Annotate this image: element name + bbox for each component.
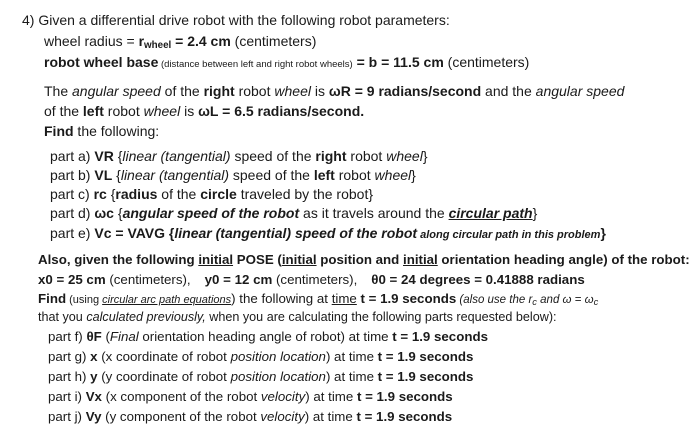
problem-title: 4) Given a differential drive robot with the following robot parameters: [22, 12, 450, 28]
part-b: part b) VL {linear (tangential) speed of the left robot wheel} [50, 167, 416, 183]
pose-values: x0 = 25 cm (centimeters), y0 = 12 cm (centimeters), θ0 = 24 degrees = 0.41888 radians [38, 272, 585, 287]
part-f: part f) θF (Final orientation heading angle of robot) at time t = 1.9 seconds [48, 329, 488, 344]
wheel-radius-line: wheel radius = $r_{wheel} = 2.4$ cm (centimeters) [44, 33, 317, 51]
part-j: part j) Vy (y component of the robot velocity) at time t = 1.9 seconds [48, 409, 453, 424]
wheel-base-line: robot wheel base (distance between left and right robot wheels) = b = 11.5 cm (centimeters) [44, 54, 530, 70]
find2-line-1: Find (using circular arc path equations) the following at time t = 1.9 seconds (also use the $r_c$ and $\omega = \omega_c$ [38, 291, 599, 307]
part-c: part c) rc {radius of the circle traveled by the robot} [50, 186, 374, 202]
find2-line-2: that you calculated previously, when you are calculating the following parts requested below): [38, 310, 557, 324]
part-a: part a) VR {linear (tangential) speed of the right robot wheel} [50, 148, 428, 164]
angular-speed-line-2: of the left robot wheel is ωL = 6.5 radians/second. [44, 103, 365, 119]
find-heading: Find the following: [44, 123, 160, 139]
angular-speed-line-1: The angular speed of the right robot wheel is ωR = 9 radians/second and the angular speed [44, 83, 625, 99]
part-e: part e) Vc = VAVG {linear (tangential) speed of the robot along circular path in this problem} [50, 225, 606, 241]
part-g: part g) x (x coordinate of robot position location) at time t = 1.9 seconds [48, 349, 474, 364]
part-i: part i) Vx (x component of the robot velocity) at time t = 1.9 seconds [48, 389, 453, 404]
pose-intro: Also, given the following initial POSE (initial position and initial orientation heading angle) of the robot: [38, 252, 690, 267]
part-d: part d) ωc {angular speed of the robot as it travels around the circular path} [50, 205, 538, 221]
part-h: part h) y (y coordinate of robot position location) at time t = 1.9 seconds [48, 369, 474, 384]
